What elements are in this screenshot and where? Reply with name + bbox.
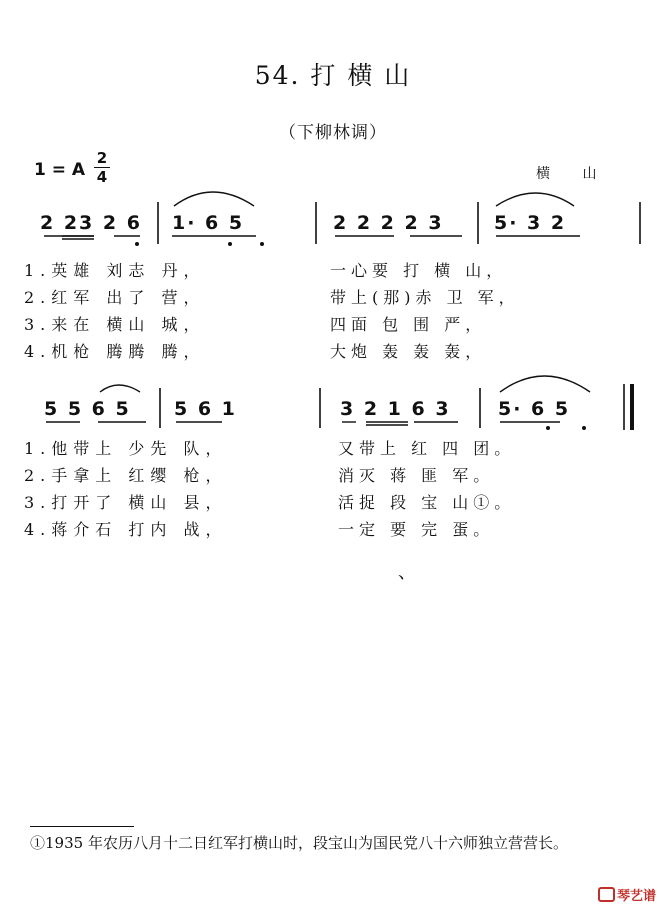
time-denominator: 4 <box>96 168 108 186</box>
system1-verse1-left: 1.英雄 刘志 丹， <box>24 261 206 280</box>
system1-verse2-right: 带上(那)赤 卫 军， <box>330 288 520 307</box>
slur <box>174 192 254 206</box>
system1-measure2: 1· 6 5 <box>172 212 245 234</box>
brand-text: 琴艺谱 <box>617 889 657 904</box>
system2-verse3-right: 活捉 段 宝 山①。 <box>338 493 516 512</box>
slur <box>100 385 140 392</box>
region-label: 横 山 <box>536 166 611 182</box>
system2-verse4-left: 4.蒋介石 打内 战， <box>24 520 228 539</box>
song-title: 54. 打 横 山 <box>254 61 412 90</box>
system1-measure3: 2 2 2 2 3 <box>333 212 444 234</box>
system2-verse2-right: 消灭 蒋 匪 军。 <box>338 466 495 485</box>
lower-octave-dot <box>228 242 232 246</box>
system1-verse1-right: 一心要 打 横 山， <box>330 261 508 280</box>
system2-verse1-right: 又带上 红 四 团。 <box>338 439 516 458</box>
footnote-rule <box>30 826 134 827</box>
lower-octave-dot <box>260 242 264 246</box>
time-numerator: 2 <box>96 149 108 167</box>
system2-verse1-left: 1.他带上 少先 队， <box>24 439 228 458</box>
system2-measure3: 3 2 1 6 3 <box>340 398 451 420</box>
key-signature: 1 = A <box>34 160 86 180</box>
system2-verse4-right: 一定 要 完 蛋。 <box>338 520 495 539</box>
system1-measure1: 2 23 2 6 <box>40 212 142 234</box>
system2-verse3-left: 3.打开了 横山 县， <box>24 493 228 512</box>
system1-verse3-left: 3.来在 横山 城， <box>24 315 206 334</box>
system2-measure4: 5· 6 5 <box>498 398 571 420</box>
brand-logo-icon <box>598 887 615 902</box>
stray-mark: 、 <box>398 562 416 583</box>
system1-verse4-right: 大炮 轰 轰 轰， <box>330 342 487 361</box>
final-barline-thick <box>630 384 634 430</box>
system2-measure2: 5 6 1 <box>174 398 237 420</box>
system1-measure4: 5· 3 2 <box>494 212 567 234</box>
system1-verse3-right: 四面 包 围 严， <box>330 315 487 334</box>
system2-measure1: 5 5 6 5 <box>44 398 131 420</box>
system2-verse2-left: 2.手拿上 红缨 枪， <box>24 466 228 485</box>
lower-octave-dot <box>582 426 586 430</box>
song-subtitle: （下柳林调） <box>279 123 387 143</box>
brand-watermark <box>598 885 656 904</box>
slur <box>496 193 574 206</box>
lower-octave-dot <box>546 426 550 430</box>
time-signature <box>94 150 110 185</box>
system1-verse4-left: 4.机枪 腾腾 腾， <box>24 342 206 361</box>
lower-octave-dot <box>135 242 139 246</box>
system1-verse2-left: 2.红军 出了 营， <box>24 288 206 307</box>
slur <box>500 376 590 392</box>
footnote: ①1935 年农历八月十二日红军打横山时，段宝山为国民党八十六师独立营营长。 <box>30 834 568 852</box>
